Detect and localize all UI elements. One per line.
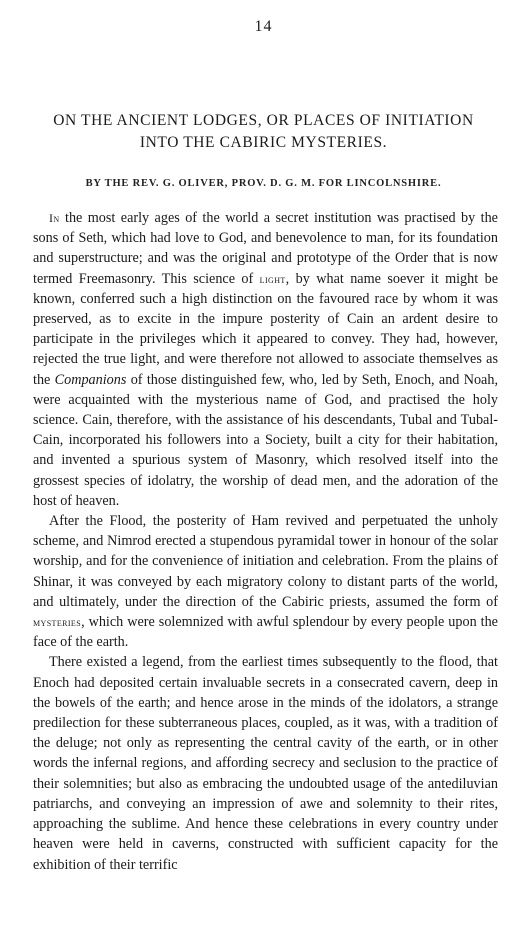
paragraph-2-text-b: , which were solemnized with awful splendour by every people upon the face of the earth. xyxy=(33,614,498,651)
paragraph-1-lead-word: In xyxy=(49,211,60,225)
article-body xyxy=(33,208,498,875)
paragraph-2 xyxy=(33,511,498,652)
author-byline: BY THE REV. G. OLIVER, PROV. D. G. M. FOR LINCOLNSHIRE. xyxy=(85,178,442,189)
paragraph-2-text-a: After the Flood, the posterity of Ham revived and perpetuated the unholy scheme, and Nimrod erected a stupendous pyramidal tower in honour of the solar worship, and for the convenience of initiation and celebration. From the plains of Shinar, it was conveyed by each migratory colony to distant parts of the world, and ultimately, under the direction of the Cabiric priests, assumed the form of xyxy=(33,513,498,610)
page-number: 14 xyxy=(254,18,273,35)
paragraph-2-mysteries-word: mysteries xyxy=(33,615,82,630)
paragraph-3: There existed a legend, from the earliest times subsequently to the flood, that Enoch had deposited certain invaluable secrets in a consecrated cavern, deep in the bowels of the earth; and hence arose in the minds of the idolators, a strange predilection for these subterraneous places, coupled, as it was, with a tradition of the deluge; not only as representing the central cavity of the earth, or in other words the infernal regions, and affording secrecy and seclusion to the practice of their solemnities; but also as embracing the undoubted usage of the antediluvian patriarchs, and conveying an impression of awe and solemnity to their rites, approaching the sublime. And hence these celebrations in every country under heaven were held in caverns, constructed with sufficient capacity for the exhibition of their terrific xyxy=(33,654,498,873)
article-title-line-1: ON THE ANCIENT LODGES, OR PLACES OF INITIATION xyxy=(53,112,474,129)
paragraph-1-text-a: the most early ages of the world a secret institution was practised by the sons of Seth, which had love to God, and benevolence to man, for its foundation and superstructure; and was the original and prototype of the Order that is now termed Freemasonry. This science of xyxy=(33,210,498,287)
article-title-line-2: INTO THE CABIRIC MYSTERIES. xyxy=(139,134,388,151)
paragraph-1-text-b: , by what name soever it might be known, conferred such a high distinction on the favoured race by whom it was preserved, as to excite in the impure posterity of Cain an ardent desire to participate in the privileges which it appeared to convey. They had, however, rejected the true light, and were therefore not allowed to associate themselves as the xyxy=(33,270,498,388)
article-title xyxy=(20,110,507,154)
paragraph-1-light-word: light xyxy=(259,271,286,286)
paragraph-1-companions-word: Companions xyxy=(54,371,127,388)
paragraph-1-text-c: of those distinguished few, who, led by Seth, Enoch, and Noah, were acquainted with the mysterious name of God, and practised the holy science. Cain, therefore, with the assistance of his descendants, Tubal and Tubal-Cain, incorporated his followers into a Society, built a city for their habitation, and invented a spurious system of Masonry, which resolved itself into the grossest species of idolatry, the worship of dead men, and the adoration of the host of heaven. xyxy=(33,371,498,509)
paragraph-1 xyxy=(33,208,498,511)
